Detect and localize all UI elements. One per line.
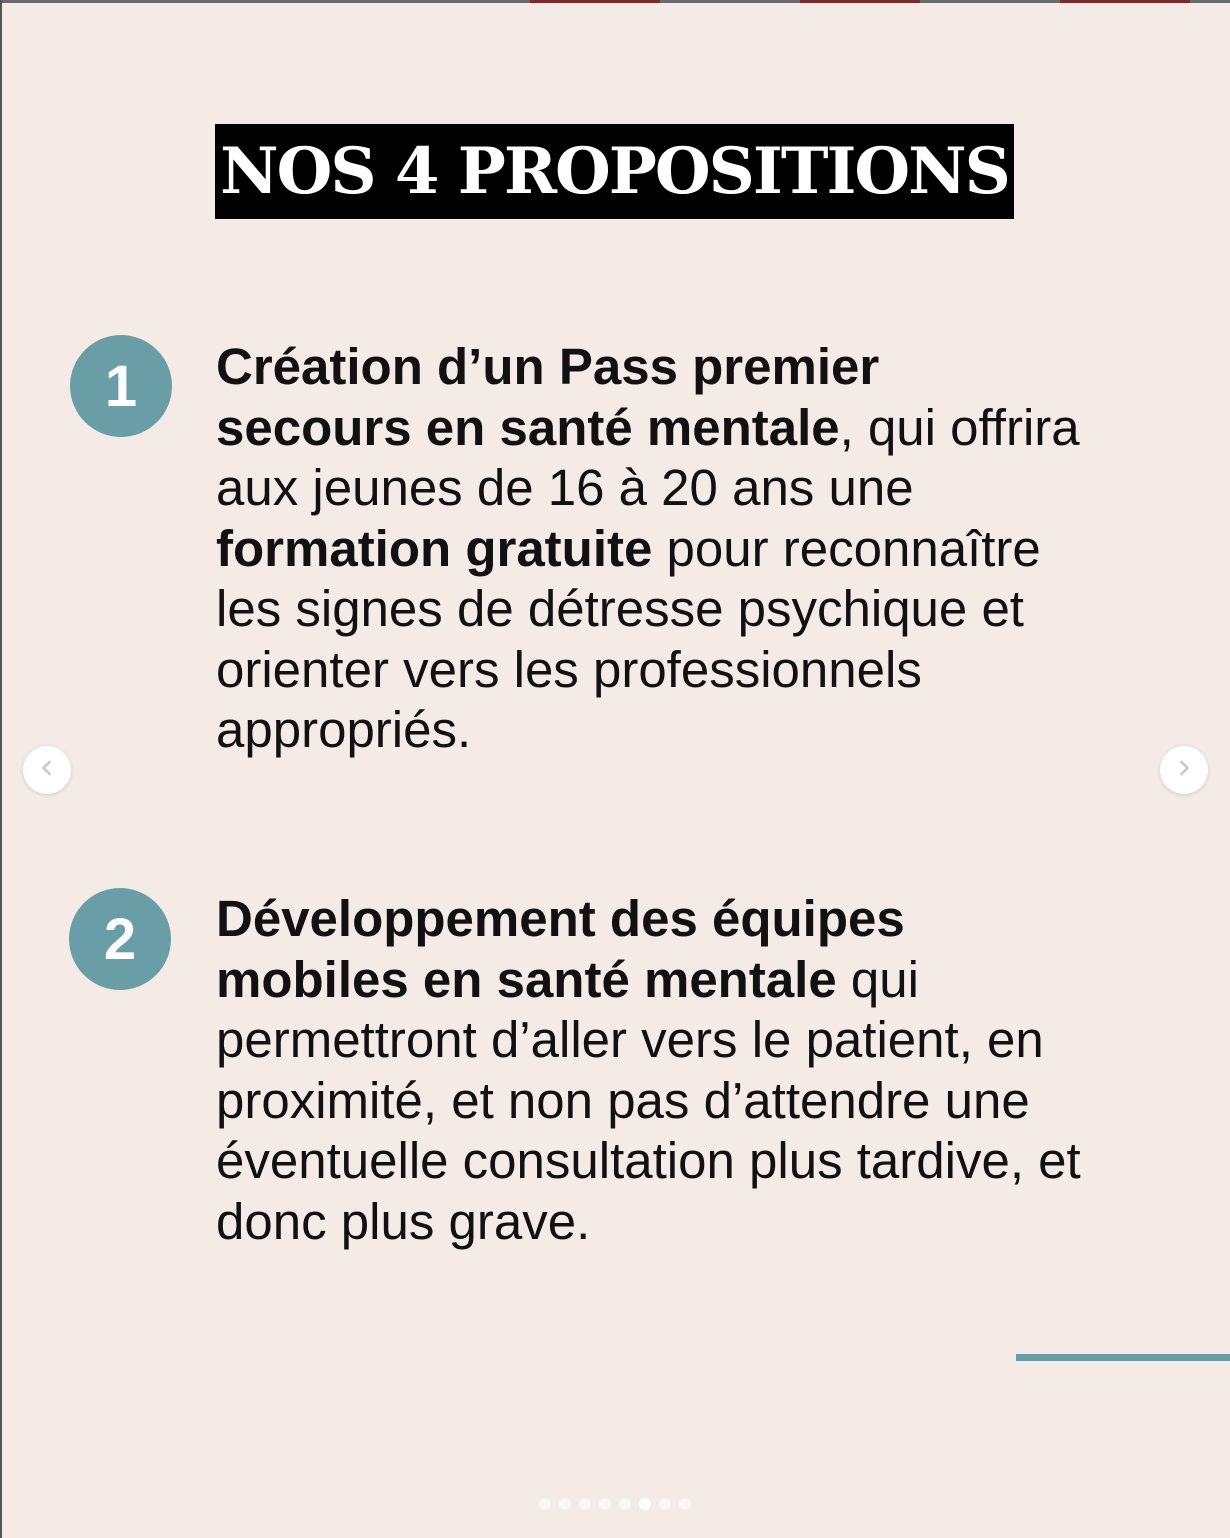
pagination-dot[interactable]	[559, 1498, 571, 1510]
proposition-number: 2	[103, 906, 137, 972]
proposition-2-text-a: qui permettront d’aller vers le patient, en proximité, et non pas d’attendre une éventuelle consultation plus tardive, et donc plus grave.	[216, 950, 1081, 1250]
left-edge-line	[0, 0, 2, 1538]
title-banner	[215, 124, 1014, 219]
proposition-2-bold-heading: Développement des équipes mobiles en santé mentale	[216, 890, 905, 1008]
top-strip-segment	[1060, 0, 1190, 3]
carousel-pagination	[0, 1498, 1230, 1510]
carousel-prev-button[interactable]	[23, 746, 71, 794]
pagination-dot[interactable]	[659, 1498, 671, 1510]
proposition-number: 1	[104, 353, 138, 419]
chevron-right-icon	[1174, 758, 1194, 783]
proposition-number-badge	[69, 888, 171, 990]
top-strip-segment	[800, 0, 920, 3]
page-title: NOS 4 PROPOSITIONS	[220, 133, 1009, 209]
proposition-number-badge	[70, 335, 172, 437]
proposition-1-text-a: , qui offrira aux jeunes de 16 à 20 ans une	[216, 398, 1080, 516]
carousel-next-button[interactable]	[1160, 746, 1208, 794]
proposition-2-text	[216, 889, 1086, 1252]
pagination-dot[interactable]	[599, 1498, 611, 1510]
proposition-1-bold-highlight: formation gratuite	[216, 519, 653, 577]
top-edge-strip	[0, 0, 1230, 3]
pagination-dot[interactable]	[579, 1498, 591, 1510]
pagination-dot[interactable]	[679, 1498, 691, 1510]
pagination-dot[interactable]	[619, 1498, 631, 1510]
accent-divider	[1016, 1354, 1230, 1361]
proposition-1-bold-heading: Création d’un Pass premier secours en santé mentale	[216, 338, 880, 456]
pagination-dot[interactable]	[539, 1498, 551, 1510]
chevron-left-icon	[37, 758, 57, 783]
top-strip-segment	[530, 0, 660, 3]
proposition-1-text-b: pour reconnaître les signes de détresse psychique et orienter vers les professionnels appropriés.	[216, 519, 1041, 758]
proposition-1-text	[216, 337, 1086, 761]
pagination-dot-active[interactable]	[639, 1498, 651, 1510]
